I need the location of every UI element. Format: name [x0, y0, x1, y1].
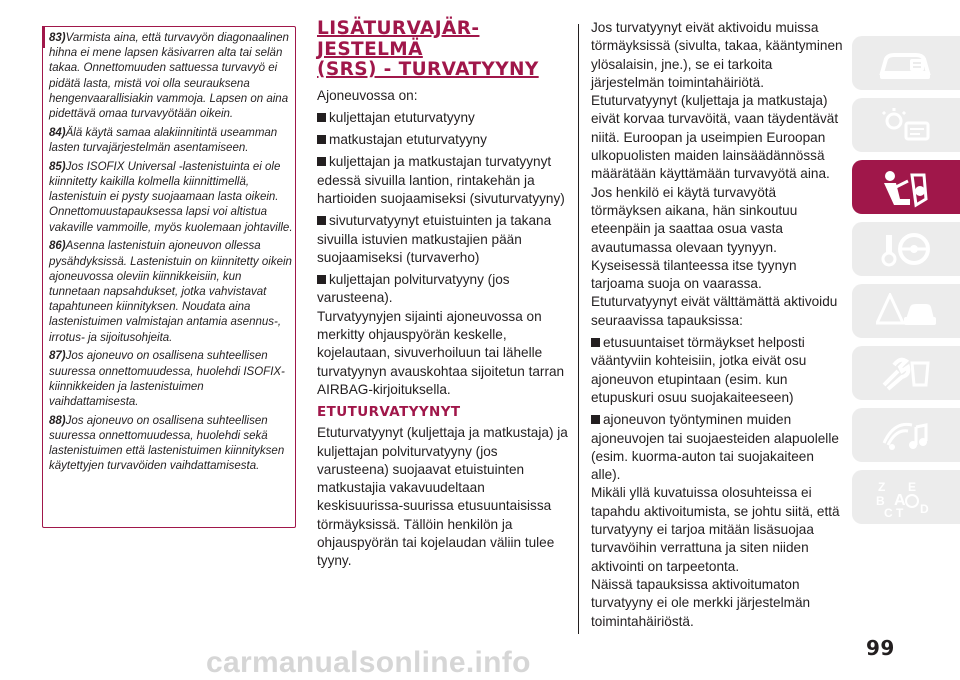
- key-steering-icon: [876, 231, 936, 267]
- bullet-square-icon: [317, 113, 326, 122]
- page-number: 99: [866, 636, 895, 660]
- tab-safety[interactable]: [852, 160, 960, 214]
- warning-note: 83)Varmista aina, että turvavyön diagonaalinen hihna ei mene lapsen käsivarren alta tai selän takaa. Onnettomuuden sattuessa turvavyö ei pidätä lasta, mistä voi olla seurauksena hengenvaarallisiakin vammoja. Lapsen on aina pidettävä omaa turvavyötään oikein.: [49, 32, 289, 121]
- bullet-square-icon: [317, 157, 326, 166]
- list-item: kuljettajan etuturvatyyny: [317, 109, 570, 127]
- tab-starting-driving[interactable]: [852, 222, 960, 276]
- warning-box-accent: [42, 26, 45, 48]
- service-tools-icon: [876, 355, 936, 391]
- tab-dashboard[interactable]: [852, 98, 960, 152]
- section-heading: LISÄTURVAJÄR- JESTELMÄ (SRS) - TURVATYYNY: [317, 18, 539, 80]
- list-item: ajoneuvon työntyminen muiden ajoneuvojen tai suojaesteiden alapuolelle (esim. kuorma-auton tai suojakaiteen alle).: [591, 412, 839, 483]
- bullet-square-icon: [317, 275, 326, 284]
- middle-column: [317, 19, 570, 571]
- warning-note: 85)Jos ISOFIX Universal -lastenistuinta ei ole kiinnitetty kaikilla kolmella kiinnittimellä, lastenistuin ei pysty suojaamaan lasta oikein. Onnettomuustapauksessa lapsi voi altistua vakaville vammoille, myös kuolemaan johtaville.: [49, 160, 293, 234]
- car-info-icon: [876, 45, 936, 81]
- watermark: carmanualsonline.info: [206, 646, 531, 679]
- warning-note: 86)Asenna lastenistuin ajoneuvon ollessa pysähdyksissä. Lastenistuin on kiinnitetty oikein ajoneuvossa oleviin kiinnikkeisiin, kun tunnetaan napsahdukset, jotka vahvistavat tapahtuneen kiinnityksen. Noudata aina lastenistuimen valmistajan antamia asennus-, irrotus- ja sijoitusohjeita.: [49, 240, 292, 344]
- intro-text: Ajoneuvossa on:: [317, 87, 418, 103]
- index-letter: B: [876, 494, 885, 508]
- tab-multimedia[interactable]: [852, 408, 960, 462]
- list-item: kuljettajan polviturvatyyny (jos varusteena).: [317, 272, 510, 306]
- index-letter: T: [896, 506, 904, 519]
- paragraph: Etuturvatyynyt (kuljettaja ja matkustaja) eivät korvaa turvavöitä, vaan täydentävät niitä. Euroopan ja useimpien Euroopan ulkopuolisten maiden lainsäädännössä määrätään käyttämään turvavyötä aina.: [591, 93, 839, 182]
- tab-car-info[interactable]: [852, 36, 960, 90]
- paragraph: Turvatyynyjen sijainti ajoneuvossa on merkitty ohjauspyörän keskelle, kojelautaan, sivuverhoiluun tai lähelle turvatyynyn avauskohtaa sijoitetun tarran AIRBAG-kirjoituksella.: [317, 308, 565, 397]
- column-divider: [578, 24, 579, 634]
- subsection-heading: ETUTURVATYYNYT: [317, 404, 461, 421]
- paragraph: Etuturvatyynyt eivät välttämättä aktivoidu seuraavissa tapauksissa:: [591, 294, 838, 328]
- warning-note: 84)Älä käytä samaa alakiinnitintä useamman lasten turvajärjestelmän asentamiseen.: [49, 126, 278, 155]
- list-item: sivuturvatyynyt etuistuinten ja takana sivuilla istuvien matkustajien pään suojaamiseksi (turvaverho): [317, 213, 552, 265]
- index-letter: E: [908, 480, 917, 494]
- bullet-square-icon: [317, 216, 326, 225]
- warning-note: 87)Jos ajoneuvo on osallisena suhteellisen suuressa onnettomuudessa, huolehdi ISOFIX-kiinnikkeiden ja lastenistuimen vaihdattamisesta.: [49, 350, 285, 409]
- tab-index[interactable]: [852, 470, 960, 524]
- index-letter: Z: [878, 480, 886, 494]
- right-column: [591, 19, 846, 631]
- paragraph: Jos turvatyynyt eivät aktivoidu muissa törmäyksissä (sivulta, takaa, kääntyminen ylösalaisin, jne.), se ei tarkoita järjestelmän toimintahäiriötä.: [591, 20, 843, 90]
- chapter-tabs: [852, 36, 960, 532]
- paragraph: Etuturvatyynyt (kuljettaja ja matkustaja) ja kuljettajan polviturvatyyny (jos varusteena) suojaavat etuistuinten matkustajia vakavuudeltaan keskisuurissa-suurissa etusuuntaisissa törmäyksissä. Tällöin henkilön ja ohjauspyörän tai kojelaudan väliin tulee tyyny.: [317, 425, 568, 569]
- index-letter: C: [884, 506, 893, 519]
- index-letter: D: [920, 502, 929, 516]
- paragraph: Mikäli yllä kuvatuissa olosuhteissa ei tapahdu aktivoitumista, se johtu siitä, että turvatyyny ei tarjoa mitään lisäsuojaa turvavöihin verrattuna ja siten niiden aktivointi on tarpeetonta.: [591, 485, 840, 574]
- warning-note: 88)Jos ajoneuvo on osallisena suhteellisen suuressa onnettomuudessa, huolehdi sekä lastenistuimen että lastenistuimen kiinnityksen käytettyjen turvavöiden vaihdattamisesta.: [49, 414, 285, 473]
- dashboard-lights-icon: [876, 107, 936, 143]
- index-letter: A: [894, 492, 906, 509]
- warning-car-icon: [876, 293, 936, 329]
- list-item: matkustajan etuturvatyyny: [317, 131, 570, 149]
- list-item: kuljettajan ja matkustajan turvatyynyt edessä sivuilla lantion, rintakehän ja hartioiden suojaamiseksi (sivuturvatyyny): [317, 154, 565, 206]
- seat-airbag-icon: [876, 169, 936, 209]
- tab-emergency[interactable]: [852, 284, 960, 338]
- bullet-square-icon: [591, 415, 600, 424]
- index-letters-icon: [876, 479, 936, 519]
- bullet-square-icon: [591, 338, 600, 347]
- media-icon: [876, 417, 936, 453]
- tab-maintenance[interactable]: [852, 346, 960, 400]
- warning-notes: [49, 31, 295, 478]
- paragraph: Näissä tapauksissa aktivoitumaton turvatyyny ei ole merkki järjestelmän toimintahäiriöstä.: [591, 576, 811, 629]
- bullet-square-icon: [317, 135, 326, 144]
- list-item: etusuuntaiset törmäykset helposti vääntyviin kohteisiin, jotka eivät osu ajoneuvon etupintaan (esim. kun etupuskuri osuu suojakaiteeseen): [591, 335, 807, 405]
- paragraph: Jos henkilö ei käytä turvavyötä törmäyksen aikana, hän sinkoutuu eteenpäin ja saattaa osua vasta avautumassa olevaan tyynyyn. Kyseisessä tilanteessa itse tyynyn tarjoama suoja on vaarassa.: [591, 184, 798, 292]
